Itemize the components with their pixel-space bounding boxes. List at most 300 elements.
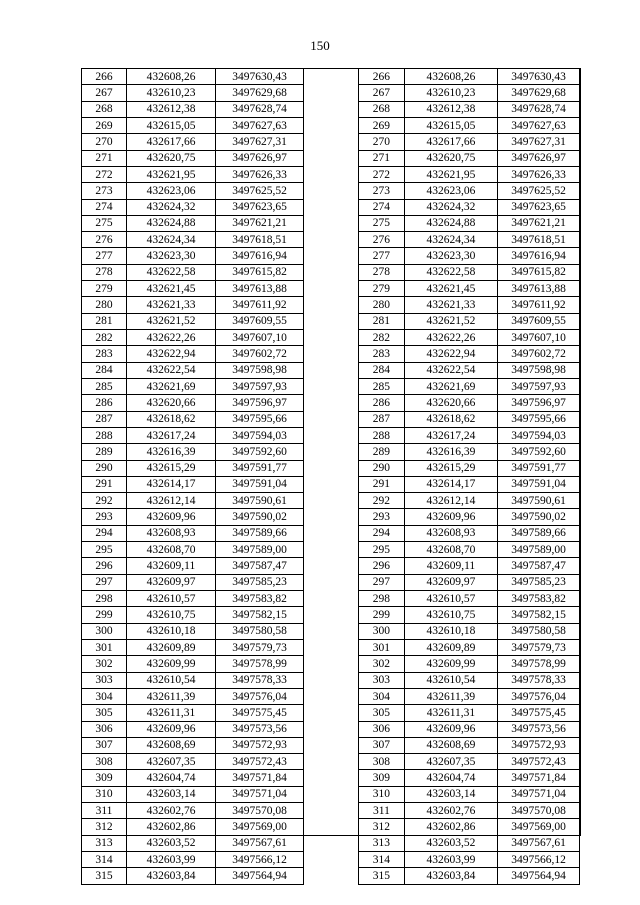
x-coordinate-cell: 432624,34	[404, 232, 497, 248]
y-coordinate-cell: 3497592,60	[216, 444, 304, 460]
y-coordinate-cell: 3497571,04	[216, 786, 304, 802]
y-coordinate-cell: 3497607,10	[498, 330, 580, 346]
table-row	[359, 493, 580, 509]
point-number-cell: 292	[82, 493, 127, 509]
x-coordinate-cell: 432617,24	[404, 427, 497, 443]
y-coordinate-cell: 3497609,55	[216, 313, 304, 329]
table-row	[359, 803, 580, 819]
y-coordinate-cell: 3497564,94	[216, 868, 304, 884]
y-coordinate-cell: 3497623,65	[216, 199, 304, 215]
y-coordinate-cell: 3497587,47	[498, 558, 580, 574]
table-row	[82, 819, 304, 835]
table-row	[359, 542, 580, 558]
x-coordinate-cell: 432624,34	[127, 232, 216, 248]
x-coordinate-cell: 432609,97	[127, 574, 216, 590]
x-coordinate-cell: 432610,75	[127, 607, 216, 623]
x-coordinate-cell: 432621,69	[127, 378, 216, 394]
y-coordinate-cell: 3497630,43	[498, 69, 580, 85]
y-coordinate-cell: 3497602,72	[498, 346, 580, 362]
table-row	[82, 476, 304, 492]
point-number-cell: 267	[82, 85, 127, 101]
x-coordinate-cell: 432621,33	[127, 297, 216, 313]
x-coordinate-cell: 432609,11	[127, 558, 216, 574]
point-number-cell: 296	[359, 558, 405, 574]
x-coordinate-cell: 432611,39	[127, 688, 216, 704]
x-coordinate-cell: 432609,89	[127, 639, 216, 655]
point-number-cell: 308	[82, 754, 127, 770]
table-row	[82, 705, 304, 721]
x-coordinate-cell: 432624,88	[404, 215, 497, 231]
point-number-cell: 303	[359, 672, 405, 688]
y-coordinate-cell: 3497597,93	[498, 378, 580, 394]
y-coordinate-cell: 3497594,03	[216, 427, 304, 443]
point-number-cell: 301	[359, 639, 405, 655]
table-row	[82, 297, 304, 313]
point-number-cell: 302	[359, 656, 405, 672]
y-coordinate-cell: 3497597,93	[216, 378, 304, 394]
x-coordinate-cell: 432621,69	[404, 378, 497, 394]
point-number-cell: 268	[359, 101, 405, 117]
y-coordinate-cell: 3497613,88	[216, 281, 304, 297]
table-row	[359, 281, 580, 297]
point-number-cell: 281	[359, 313, 405, 329]
y-coordinate-cell: 3497594,03	[498, 427, 580, 443]
x-coordinate-cell: 432607,35	[404, 754, 497, 770]
x-coordinate-cell: 432616,39	[404, 444, 497, 460]
point-number-cell: 284	[82, 362, 127, 378]
y-coordinate-cell: 3497589,66	[216, 525, 304, 541]
x-coordinate-cell: 432611,39	[404, 688, 497, 704]
x-coordinate-cell: 432617,24	[127, 427, 216, 443]
y-coordinate-cell: 3497575,45	[498, 705, 580, 721]
table-row	[82, 101, 304, 117]
table-row	[359, 607, 580, 623]
table-row	[359, 346, 580, 362]
point-number-cell: 286	[359, 395, 405, 411]
point-number-cell: 288	[82, 427, 127, 443]
x-coordinate-cell: 432622,54	[127, 362, 216, 378]
table-row	[82, 264, 304, 280]
y-coordinate-cell: 3497589,00	[216, 542, 304, 558]
table-row	[82, 378, 304, 394]
table-row	[359, 69, 580, 85]
x-coordinate-cell: 432615,29	[127, 460, 216, 476]
y-coordinate-cell: 3497569,00	[216, 819, 304, 835]
point-number-cell: 298	[359, 591, 405, 607]
table-row	[359, 770, 580, 786]
point-number-cell: 302	[82, 656, 127, 672]
y-coordinate-cell: 3497582,15	[216, 607, 304, 623]
x-coordinate-cell: 432610,23	[404, 85, 497, 101]
table-row	[82, 362, 304, 378]
x-coordinate-cell: 432617,66	[404, 134, 497, 150]
point-number-cell: 270	[359, 134, 405, 150]
x-coordinate-cell: 432610,54	[404, 672, 497, 688]
point-number-cell: 282	[359, 330, 405, 346]
y-coordinate-cell: 3497626,33	[216, 166, 304, 182]
y-coordinate-cell: 3497570,08	[498, 803, 580, 819]
x-coordinate-cell: 432607,35	[127, 754, 216, 770]
page-number: 150	[310, 38, 330, 53]
table-row	[82, 591, 304, 607]
point-number-cell: 276	[82, 232, 127, 248]
x-coordinate-cell: 432615,05	[404, 117, 497, 133]
x-coordinate-cell: 432603,14	[127, 786, 216, 802]
y-coordinate-cell: 3497582,15	[498, 607, 580, 623]
point-number-cell: 283	[359, 346, 405, 362]
point-number-cell: 282	[82, 330, 127, 346]
y-coordinate-cell: 3497591,04	[498, 476, 580, 492]
table-row	[82, 737, 304, 753]
y-coordinate-cell: 3497585,23	[498, 574, 580, 590]
y-coordinate-cell: 3497616,94	[216, 248, 304, 264]
point-number-cell: 275	[359, 215, 405, 231]
table-row	[82, 525, 304, 541]
x-coordinate-cell: 432621,45	[404, 281, 497, 297]
table-row	[82, 330, 304, 346]
y-coordinate-cell: 3497609,55	[498, 313, 580, 329]
x-coordinate-cell: 432609,96	[404, 509, 497, 525]
y-coordinate-cell: 3497598,98	[498, 362, 580, 378]
x-coordinate-cell: 432609,99	[404, 656, 497, 672]
x-coordinate-cell: 432621,33	[404, 297, 497, 313]
point-number-cell: 281	[82, 313, 127, 329]
x-coordinate-cell: 432612,38	[127, 101, 216, 117]
y-coordinate-cell: 3497573,56	[498, 721, 580, 737]
point-number-cell: 315	[82, 868, 127, 884]
y-coordinate-cell: 3497596,97	[216, 395, 304, 411]
point-number-cell: 273	[359, 183, 405, 199]
x-coordinate-cell: 432622,26	[404, 330, 497, 346]
y-coordinate-cell: 3497590,02	[216, 509, 304, 525]
x-coordinate-cell: 432622,94	[404, 346, 497, 362]
table-row	[82, 183, 304, 199]
x-coordinate-cell: 432608,93	[404, 525, 497, 541]
point-number-cell: 272	[82, 166, 127, 182]
point-number-cell: 313	[359, 835, 405, 851]
table-row	[359, 721, 580, 737]
table-row	[359, 444, 580, 460]
y-coordinate-cell: 3497566,12	[498, 852, 580, 868]
table-row	[359, 183, 580, 199]
y-coordinate-cell: 3497575,45	[216, 705, 304, 721]
y-coordinate-cell: 3497576,04	[216, 688, 304, 704]
y-coordinate-cell: 3497627,31	[216, 134, 304, 150]
x-coordinate-cell: 432614,17	[127, 476, 216, 492]
y-coordinate-cell: 3497627,63	[498, 117, 580, 133]
table-row	[82, 460, 304, 476]
point-number-cell: 288	[359, 427, 405, 443]
y-coordinate-cell: 3497626,33	[498, 166, 580, 182]
table-row	[359, 639, 580, 655]
table-row	[82, 770, 304, 786]
table-row	[82, 69, 304, 85]
y-coordinate-cell: 3497572,93	[498, 737, 580, 753]
point-number-cell: 304	[359, 688, 405, 704]
table-row	[82, 395, 304, 411]
y-coordinate-cell: 3497590,02	[498, 509, 580, 525]
table-row	[82, 444, 304, 460]
y-coordinate-cell: 3497589,66	[498, 525, 580, 541]
table-row	[82, 803, 304, 819]
x-coordinate-cell: 432623,06	[127, 183, 216, 199]
y-coordinate-cell: 3497598,98	[216, 362, 304, 378]
point-number-cell: 312	[359, 819, 405, 835]
point-number-cell: 311	[82, 803, 127, 819]
y-coordinate-cell: 3497626,97	[216, 150, 304, 166]
x-coordinate-cell: 432611,31	[404, 705, 497, 721]
x-coordinate-cell: 432612,14	[404, 493, 497, 509]
y-coordinate-cell: 3497627,31	[498, 134, 580, 150]
y-coordinate-cell: 3497590,61	[216, 493, 304, 509]
y-coordinate-cell: 3497615,82	[216, 264, 304, 280]
table-row	[359, 150, 580, 166]
table-row	[359, 427, 580, 443]
table-row	[82, 346, 304, 362]
point-number-cell: 278	[82, 264, 127, 280]
y-coordinate-cell: 3497611,92	[498, 297, 580, 313]
point-number-cell: 311	[359, 803, 405, 819]
x-coordinate-cell: 432608,26	[404, 69, 497, 85]
x-coordinate-cell: 432604,74	[127, 770, 216, 786]
y-coordinate-cell: 3497595,66	[216, 411, 304, 427]
table-row	[359, 330, 580, 346]
table-row	[82, 248, 304, 264]
x-coordinate-cell: 432608,69	[404, 737, 497, 753]
table-row	[359, 85, 580, 101]
point-number-cell: 291	[359, 476, 405, 492]
table-row	[359, 672, 580, 688]
y-coordinate-cell: 3497618,51	[216, 232, 304, 248]
y-coordinate-cell: 3497569,00	[498, 819, 580, 835]
y-coordinate-cell: 3497621,21	[498, 215, 580, 231]
y-coordinate-cell: 3497618,51	[498, 232, 580, 248]
point-number-cell: 294	[82, 525, 127, 541]
x-coordinate-cell: 432608,70	[127, 542, 216, 558]
point-number-cell: 285	[359, 378, 405, 394]
point-number-cell: 304	[82, 688, 127, 704]
point-number-cell: 313	[82, 835, 127, 851]
x-coordinate-cell: 432612,14	[127, 493, 216, 509]
x-coordinate-cell: 432608,93	[127, 525, 216, 541]
x-coordinate-cell: 432609,96	[127, 509, 216, 525]
point-number-cell: 301	[82, 639, 127, 655]
y-coordinate-cell: 3497625,52	[498, 183, 580, 199]
table-row	[359, 264, 580, 280]
y-coordinate-cell: 3497595,66	[498, 411, 580, 427]
point-number-cell: 289	[359, 444, 405, 460]
point-number-cell: 286	[82, 395, 127, 411]
point-number-cell: 287	[359, 411, 405, 427]
x-coordinate-cell: 432602,76	[127, 803, 216, 819]
point-number-cell: 273	[82, 183, 127, 199]
x-coordinate-cell: 432609,96	[404, 721, 497, 737]
point-number-cell: 279	[82, 281, 127, 297]
point-number-cell: 269	[82, 117, 127, 133]
table-row	[82, 688, 304, 704]
y-coordinate-cell: 3497585,23	[216, 574, 304, 590]
table-row	[82, 411, 304, 427]
point-number-cell: 306	[82, 721, 127, 737]
table-row	[82, 623, 304, 639]
point-number-cell: 279	[359, 281, 405, 297]
x-coordinate-cell: 432610,57	[127, 591, 216, 607]
x-coordinate-cell: 432616,39	[127, 444, 216, 460]
x-coordinate-cell: 432609,89	[404, 639, 497, 655]
x-coordinate-cell: 432609,11	[404, 558, 497, 574]
point-number-cell: 296	[82, 558, 127, 574]
table-row	[82, 786, 304, 802]
y-coordinate-cell: 3497602,72	[216, 346, 304, 362]
table-row	[82, 672, 304, 688]
point-number-cell: 274	[82, 199, 127, 215]
table-row	[359, 868, 580, 884]
point-number-cell: 277	[359, 248, 405, 264]
y-coordinate-cell: 3497566,12	[216, 852, 304, 868]
table-row	[82, 215, 304, 231]
point-number-cell: 299	[82, 607, 127, 623]
point-number-cell: 291	[82, 476, 127, 492]
x-coordinate-cell: 432618,62	[404, 411, 497, 427]
x-coordinate-cell: 432609,96	[127, 721, 216, 737]
table-row	[82, 493, 304, 509]
x-coordinate-cell: 432620,66	[127, 395, 216, 411]
point-number-cell: 290	[359, 460, 405, 476]
table-row	[82, 639, 304, 655]
x-coordinate-cell: 432623,06	[404, 183, 497, 199]
y-coordinate-cell: 3497591,04	[216, 476, 304, 492]
y-coordinate-cell: 3497576,04	[498, 688, 580, 704]
point-number-cell: 274	[359, 199, 405, 215]
table-row	[359, 166, 580, 182]
y-coordinate-cell: 3497629,68	[498, 85, 580, 101]
x-coordinate-cell: 432603,14	[404, 786, 497, 802]
point-number-cell: 314	[359, 852, 405, 868]
y-coordinate-cell: 3497572,93	[216, 737, 304, 753]
point-number-cell: 271	[359, 150, 405, 166]
y-coordinate-cell: 3497592,60	[498, 444, 580, 460]
x-coordinate-cell: 432622,58	[127, 264, 216, 280]
point-number-cell: 289	[82, 444, 127, 460]
table-row	[82, 199, 304, 215]
point-number-cell: 266	[82, 69, 127, 85]
x-coordinate-cell: 432615,05	[127, 117, 216, 133]
x-coordinate-cell: 432602,76	[404, 803, 497, 819]
x-coordinate-cell: 432617,66	[127, 134, 216, 150]
table-row	[359, 623, 580, 639]
x-coordinate-cell: 432621,52	[127, 313, 216, 329]
point-number-cell: 312	[82, 819, 127, 835]
table-row	[82, 754, 304, 770]
x-coordinate-cell: 432603,99	[127, 852, 216, 868]
point-number-cell: 275	[82, 215, 127, 231]
table-row	[359, 460, 580, 476]
x-coordinate-cell: 432610,23	[127, 85, 216, 101]
y-coordinate-cell: 3497567,61	[216, 835, 304, 851]
table-row	[359, 656, 580, 672]
table-row	[82, 150, 304, 166]
x-coordinate-cell: 432621,95	[127, 166, 216, 182]
table-row	[82, 232, 304, 248]
table-row	[82, 117, 304, 133]
y-coordinate-cell: 3497573,56	[216, 721, 304, 737]
table-row	[359, 313, 580, 329]
y-coordinate-cell: 3497571,84	[498, 770, 580, 786]
x-coordinate-cell: 432610,57	[404, 591, 497, 607]
table-row	[359, 476, 580, 492]
y-coordinate-cell: 3497629,68	[216, 85, 304, 101]
table-row	[82, 607, 304, 623]
table-row	[359, 509, 580, 525]
point-number-cell: 310	[82, 786, 127, 802]
table-row	[359, 395, 580, 411]
x-coordinate-cell: 432612,38	[404, 101, 497, 117]
point-number-cell: 299	[359, 607, 405, 623]
point-number-cell: 277	[82, 248, 127, 264]
x-coordinate-cell: 432624,32	[404, 199, 497, 215]
y-coordinate-cell: 3497590,61	[498, 493, 580, 509]
table-row	[359, 737, 580, 753]
x-coordinate-cell: 432610,18	[127, 623, 216, 639]
x-coordinate-cell: 432603,52	[127, 835, 216, 851]
table-row	[82, 852, 304, 868]
y-coordinate-cell: 3497607,10	[216, 330, 304, 346]
x-coordinate-cell: 432603,84	[404, 868, 497, 884]
table-row	[82, 542, 304, 558]
point-number-cell: 307	[82, 737, 127, 753]
table-row	[82, 134, 304, 150]
table-row	[359, 134, 580, 150]
y-coordinate-cell: 3497579,73	[498, 639, 580, 655]
table-row	[82, 427, 304, 443]
x-coordinate-cell: 432618,62	[127, 411, 216, 427]
point-number-cell: 309	[82, 770, 127, 786]
y-coordinate-cell: 3497571,84	[216, 770, 304, 786]
point-number-cell: 300	[82, 623, 127, 639]
point-number-cell: 278	[359, 264, 405, 280]
coordinates-table-left	[81, 68, 304, 885]
table-row	[359, 248, 580, 264]
x-coordinate-cell: 432610,54	[127, 672, 216, 688]
x-coordinate-cell: 432602,86	[127, 819, 216, 835]
point-number-cell: 294	[359, 525, 405, 541]
table-row	[359, 101, 580, 117]
point-number-cell: 268	[82, 101, 127, 117]
x-coordinate-cell: 432624,88	[127, 215, 216, 231]
x-coordinate-cell: 432609,97	[404, 574, 497, 590]
y-coordinate-cell: 3497589,00	[498, 542, 580, 558]
y-coordinate-cell: 3497626,97	[498, 150, 580, 166]
table-row	[359, 819, 580, 835]
table-row	[82, 835, 304, 851]
table-row	[359, 558, 580, 574]
coordinates-table-right	[358, 68, 580, 885]
x-coordinate-cell: 432610,75	[404, 607, 497, 623]
x-coordinate-cell: 432614,17	[404, 476, 497, 492]
x-coordinate-cell: 432604,74	[404, 770, 497, 786]
point-number-cell: 295	[82, 542, 127, 558]
y-coordinate-cell: 3497613,88	[498, 281, 580, 297]
y-coordinate-cell: 3497587,47	[216, 558, 304, 574]
y-coordinate-cell: 3497591,77	[498, 460, 580, 476]
point-number-cell: 276	[359, 232, 405, 248]
point-number-cell: 308	[359, 754, 405, 770]
y-coordinate-cell: 3497616,94	[498, 248, 580, 264]
y-coordinate-cell: 3497578,33	[498, 672, 580, 688]
table-row	[359, 411, 580, 427]
point-number-cell: 305	[82, 705, 127, 721]
table-row	[359, 591, 580, 607]
